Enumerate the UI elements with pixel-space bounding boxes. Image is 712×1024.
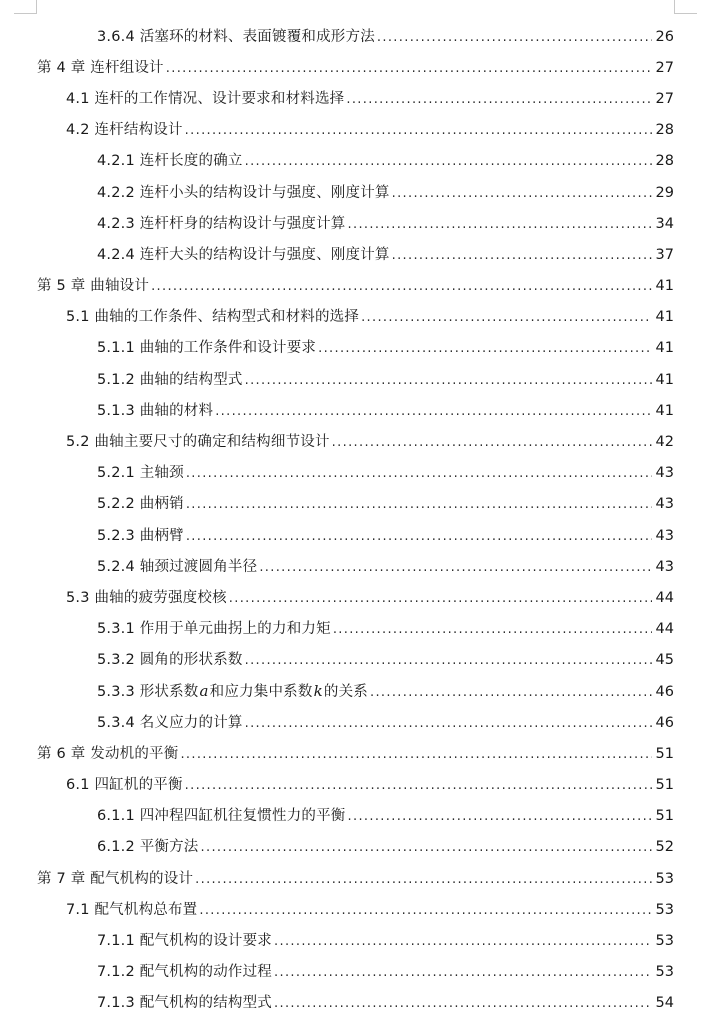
toc-entry-text: 6.1.1 四冲程四缸机往复惯性力的平衡 xyxy=(97,808,346,825)
dot-leader xyxy=(199,901,651,921)
toc-page-number: 52 xyxy=(655,839,674,856)
dot-leader xyxy=(259,558,651,578)
toc-entry-text: 4.2.2 连杆小头的结构设计与强度、刚度计算 xyxy=(97,184,390,201)
dot-leader xyxy=(392,246,652,266)
toc-entry[interactable] xyxy=(0,302,712,333)
dot-leader xyxy=(274,932,652,952)
toc-entry-text: 3.6.4 活塞环的材料、表面镀覆和成形方法 xyxy=(97,28,375,45)
toc-page-number: 46 xyxy=(655,683,674,700)
toc-page-number: 53 xyxy=(655,901,674,918)
toc-entry-text: 和应力集中系数 xyxy=(209,684,313,701)
toc-entry[interactable] xyxy=(0,770,712,801)
toc-entry-title xyxy=(97,681,368,702)
toc-page-number: 51 xyxy=(655,745,674,762)
toc-entry[interactable] xyxy=(0,614,712,645)
toc-page-number: 54 xyxy=(655,995,674,1012)
toc-entry-text: 7.1.2 配气机构的动作过程 xyxy=(97,964,273,981)
toc-entry-title xyxy=(97,993,272,1013)
toc-page-number: 42 xyxy=(655,434,674,451)
toc-entry-title xyxy=(37,744,178,764)
toc-entry-text: 5.1.2 曲轴的结构型式 xyxy=(97,371,243,388)
toc-entry-text: 5.2.3 曲柄臂 xyxy=(97,527,184,544)
toc-entry-title xyxy=(66,900,197,920)
dot-leader xyxy=(361,308,651,328)
toc-entry-title xyxy=(97,463,184,483)
toc-entry-title xyxy=(97,619,331,639)
toc-entry-title xyxy=(97,27,375,47)
toc-entry-text: 第 6 章 发动机的平衡 xyxy=(37,745,179,762)
table-of-contents xyxy=(0,21,712,1019)
toc-page-number: 28 xyxy=(655,153,674,170)
toc-entry-title xyxy=(66,89,344,109)
toc-page-number: 43 xyxy=(655,465,674,482)
toc-entry[interactable] xyxy=(0,395,712,426)
toc-entry-text: 5.1.1 曲轴的工作条件和设计要求 xyxy=(97,340,317,357)
dot-leader xyxy=(377,28,652,48)
toc-entry-text: 第 5 章 曲轴设计 xyxy=(37,278,150,295)
toc-entry-text: 7.1.1 配气机构的设计要求 xyxy=(97,933,273,950)
toc-page-number: 53 xyxy=(655,933,674,950)
toc-entry-title xyxy=(97,183,390,203)
toc-page-number: 44 xyxy=(655,621,674,638)
toc-entry-title xyxy=(97,338,316,358)
dot-leader xyxy=(348,807,652,827)
page-corner-mark-right xyxy=(674,0,675,14)
dot-leader xyxy=(245,714,652,734)
toc-entry-title xyxy=(37,58,164,78)
math-variable: a xyxy=(199,682,209,701)
toc-page-number: 53 xyxy=(655,964,674,981)
toc-entry-text: 7.1 配气机构总布置 xyxy=(66,901,198,918)
toc-entry-text: 第 7 章 配气机构的设计 xyxy=(37,870,194,887)
toc-entry[interactable] xyxy=(0,426,712,457)
toc-entry[interactable] xyxy=(0,520,712,551)
toc-page-number: 34 xyxy=(655,215,674,232)
toc-page-number: 27 xyxy=(655,59,674,76)
toc-entry-title xyxy=(66,120,183,140)
toc-page-number: 44 xyxy=(655,589,674,606)
toc-entry[interactable] xyxy=(0,582,712,613)
toc-entry[interactable] xyxy=(0,988,712,1019)
dot-leader xyxy=(229,589,652,609)
toc-entry-text: 5.1.3 曲轴的材料 xyxy=(97,402,214,419)
toc-entry-title xyxy=(66,307,359,327)
toc-page-number: 51 xyxy=(655,808,674,825)
toc-entry-title xyxy=(97,526,184,546)
dot-leader xyxy=(333,620,652,640)
toc-entry[interactable] xyxy=(0,271,712,302)
toc-entry-title xyxy=(66,432,330,452)
dot-leader xyxy=(166,59,652,79)
toc-entry-text: 4.2.4 连杆大头的结构设计与强度、刚度计算 xyxy=(97,246,390,263)
toc-page-number: 43 xyxy=(655,496,674,513)
toc-entry[interactable] xyxy=(0,801,712,832)
toc-entry-title xyxy=(37,869,193,889)
toc-entry-title xyxy=(97,931,272,951)
toc-entry-text: 5.3.1 作用于单元曲拐上的力和力矩 xyxy=(97,621,331,638)
toc-entry[interactable] xyxy=(0,832,712,863)
toc-entry-text: 5.1 曲轴的工作条件、结构型式和材料的选择 xyxy=(66,309,360,326)
dot-leader xyxy=(346,90,651,110)
dot-leader xyxy=(186,495,652,515)
math-variable: k xyxy=(313,682,323,701)
toc-page-number: 51 xyxy=(655,777,674,794)
dot-leader xyxy=(332,433,652,453)
toc-entry[interactable] xyxy=(0,364,712,395)
toc-entry-text: 5.2.4 轴颈过渡圆角半径 xyxy=(97,558,258,575)
toc-entry-text: 的关系 xyxy=(323,684,368,701)
toc-page-number: 41 xyxy=(655,402,674,419)
toc-entry[interactable] xyxy=(0,957,712,988)
toc-entry-text: 4.1 连杆的工作情况、设计要求和材料选择 xyxy=(66,90,345,107)
dot-leader xyxy=(215,402,651,422)
toc-page-number: 46 xyxy=(655,714,674,731)
dot-leader xyxy=(318,339,651,359)
toc-entry[interactable] xyxy=(0,333,712,364)
toc-entry-text: 5.3.3 形状系数 xyxy=(97,684,199,701)
toc-page-number: 41 xyxy=(655,278,674,295)
dot-leader xyxy=(185,776,652,796)
toc-entry[interactable] xyxy=(0,645,712,676)
toc-page-number: 41 xyxy=(655,340,674,357)
toc-entry[interactable] xyxy=(0,707,712,738)
dot-leader xyxy=(186,464,652,484)
toc-entry-title xyxy=(37,276,149,296)
toc-entry[interactable] xyxy=(0,489,712,520)
toc-entry-title xyxy=(97,151,243,171)
toc-entry-title xyxy=(97,401,213,421)
dot-leader xyxy=(180,745,651,765)
toc-entry[interactable] xyxy=(0,83,712,114)
toc-entry[interactable] xyxy=(0,458,712,489)
toc-entry-title xyxy=(97,650,243,670)
toc-entry[interactable] xyxy=(0,863,712,894)
dot-leader xyxy=(201,838,652,858)
toc-entry-text: 5.2 曲轴主要尺寸的确定和结构细节设计 xyxy=(66,434,330,451)
toc-entry[interactable] xyxy=(0,208,712,239)
toc-entry-title xyxy=(97,962,272,982)
toc-entry-text: 7.1.3 配气机构的结构型式 xyxy=(97,995,273,1012)
toc-entry-text: 第 4 章 连杆组设计 xyxy=(37,59,164,76)
toc-page-number: 37 xyxy=(655,246,674,263)
toc-entry-title xyxy=(97,494,184,514)
dot-leader xyxy=(195,870,651,890)
toc-entry[interactable] xyxy=(0,551,712,582)
toc-entry[interactable] xyxy=(0,239,712,270)
toc-entry-text: 5.2.2 曲柄销 xyxy=(97,496,184,513)
toc-page-number: 28 xyxy=(655,122,674,139)
toc-entry-title xyxy=(97,713,243,733)
dot-leader xyxy=(348,215,652,235)
toc-entry-title xyxy=(97,557,257,577)
toc-entry[interactable] xyxy=(0,52,712,83)
toc-page-number: 27 xyxy=(655,90,674,107)
toc-entry-title xyxy=(97,806,346,826)
dot-leader xyxy=(245,152,652,172)
toc-entry-title xyxy=(97,370,243,390)
toc-entry-title xyxy=(66,775,183,795)
toc-page-number: 53 xyxy=(655,870,674,887)
toc-entry-text: 5.3 曲轴的疲劳强度校核 xyxy=(66,589,227,606)
toc-page-number: 43 xyxy=(655,527,674,544)
toc-entry-text: 4.2.1 连杆长度的确立 xyxy=(97,153,243,170)
toc-entry-text: 6.1 四缸机的平衡 xyxy=(66,777,183,794)
toc-page-number: 41 xyxy=(655,309,674,326)
toc-entry[interactable] xyxy=(0,738,712,769)
toc-page-number: 43 xyxy=(655,558,674,575)
dot-leader xyxy=(274,963,652,983)
toc-entry[interactable] xyxy=(0,894,712,925)
toc-entry[interactable] xyxy=(0,925,712,956)
toc-page-number: 45 xyxy=(655,652,674,669)
dot-leader xyxy=(274,994,652,1014)
toc-entry-title xyxy=(66,588,227,608)
dot-leader xyxy=(245,651,652,671)
toc-page-number: 26 xyxy=(655,28,674,45)
toc-entry-text: 5.2.1 主轴颈 xyxy=(97,465,184,482)
toc-entry[interactable] xyxy=(0,146,712,177)
dot-leader xyxy=(185,121,652,141)
toc-entry-text: 5.3.2 圆角的形状系数 xyxy=(97,652,243,669)
toc-entry-text: 6.1.2 平衡方法 xyxy=(97,839,199,856)
dot-leader xyxy=(245,371,652,391)
page-corner-mark-left xyxy=(36,0,37,14)
toc-entry-title xyxy=(97,837,199,857)
toc-entry[interactable] xyxy=(0,177,712,208)
toc-entry-text: 5.3.4 名义应力的计算 xyxy=(97,714,243,731)
toc-entry-text: 4.2.3 连杆杆身的结构设计与强度计算 xyxy=(97,215,346,232)
toc-entry[interactable] xyxy=(0,115,712,146)
toc-page-number: 41 xyxy=(655,371,674,388)
toc-entry-text: 4.2 连杆结构设计 xyxy=(66,122,183,139)
toc-entry-title xyxy=(97,214,346,234)
toc-page-number: 29 xyxy=(655,184,674,201)
toc-entry[interactable] xyxy=(0,676,712,707)
dot-leader xyxy=(370,683,652,703)
toc-entry[interactable] xyxy=(0,21,712,52)
dot-leader xyxy=(392,184,652,204)
dot-leader xyxy=(151,277,651,297)
dot-leader xyxy=(186,527,652,547)
toc-entry-title xyxy=(97,245,390,265)
